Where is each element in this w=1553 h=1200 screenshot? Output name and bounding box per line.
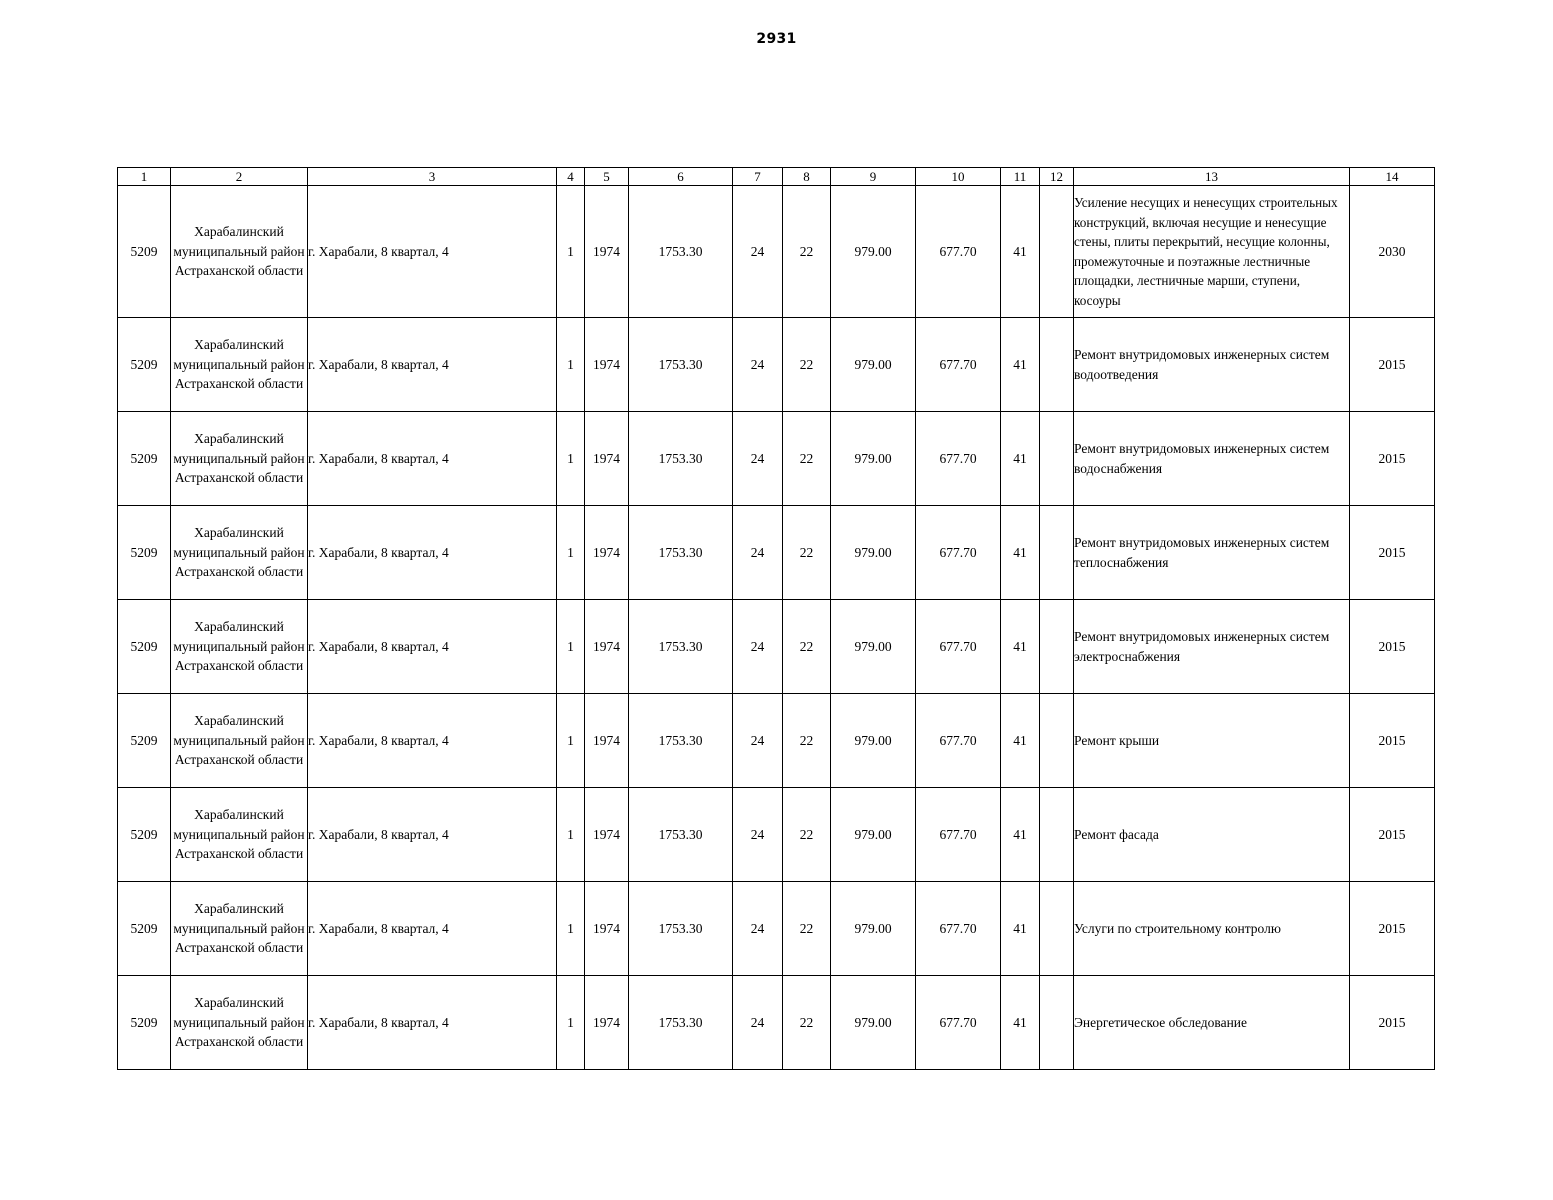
table-row <box>118 788 1435 882</box>
col6-cell: 1753.30 <box>629 412 733 506</box>
building-id: 5209 <box>118 186 171 318</box>
district-cell: Харабалинский муниципальный район Астраханской области <box>171 412 308 506</box>
registry-table <box>117 167 1435 1070</box>
col7-cell: 24 <box>733 600 783 694</box>
district-cell: Харабалинский муниципальный район Астраханской области <box>171 186 308 318</box>
col11-cell: 41 <box>1001 506 1040 600</box>
column-number-6: 6 <box>629 168 733 186</box>
col10-cell: 677.70 <box>916 882 1001 976</box>
column-number-row <box>118 168 1435 186</box>
column-number-2: 2 <box>171 168 308 186</box>
year-built-cell: 1974 <box>585 412 629 506</box>
address-cell: г. Харабали, 8 квартал, 4 <box>308 506 557 600</box>
year-built-cell: 1974 <box>585 318 629 412</box>
col11-cell: 41 <box>1001 694 1040 788</box>
col9-cell: 979.00 <box>831 788 916 882</box>
year-built-cell: 1974 <box>585 976 629 1070</box>
work-type-cell: Ремонт внутридомовых инженерных систем водоснабжения <box>1074 412 1350 506</box>
col7-cell: 24 <box>733 318 783 412</box>
col11-cell: 41 <box>1001 186 1040 318</box>
col11-cell: 41 <box>1001 788 1040 882</box>
column-number-11: 11 <box>1001 168 1040 186</box>
page-number: 2931 <box>756 31 797 47</box>
col8-cell: 22 <box>783 506 831 600</box>
building-id: 5209 <box>118 318 171 412</box>
col9-cell: 979.00 <box>831 882 916 976</box>
col10-cell: 677.70 <box>916 506 1001 600</box>
district-cell: Харабалинский муниципальный район Астраханской области <box>171 600 308 694</box>
col4-cell: 1 <box>557 506 585 600</box>
col7-cell: 24 <box>733 412 783 506</box>
planned-year-cell: 2015 <box>1350 694 1435 788</box>
col12-cell <box>1040 882 1074 976</box>
col12-cell <box>1040 788 1074 882</box>
planned-year-cell: 2015 <box>1350 506 1435 600</box>
col4-cell: 1 <box>557 186 585 318</box>
col4-cell: 1 <box>557 788 585 882</box>
planned-year-cell: 2015 <box>1350 788 1435 882</box>
col7-cell: 24 <box>733 882 783 976</box>
column-number-9: 9 <box>831 168 916 186</box>
column-number-13: 13 <box>1074 168 1350 186</box>
col4-cell: 1 <box>557 600 585 694</box>
district-cell: Харабалинский муниципальный район Астраханской области <box>171 882 308 976</box>
column-number-12: 12 <box>1040 168 1074 186</box>
col7-cell: 24 <box>733 788 783 882</box>
planned-year-cell: 2015 <box>1350 882 1435 976</box>
year-built-cell: 1974 <box>585 694 629 788</box>
col4-cell: 1 <box>557 694 585 788</box>
column-number-14: 14 <box>1350 168 1435 186</box>
col12-cell <box>1040 976 1074 1070</box>
col6-cell: 1753.30 <box>629 600 733 694</box>
address-cell: г. Харабали, 8 квартал, 4 <box>308 186 557 318</box>
col9-cell: 979.00 <box>831 412 916 506</box>
col6-cell: 1753.30 <box>629 186 733 318</box>
col7-cell: 24 <box>733 694 783 788</box>
col9-cell: 979.00 <box>831 976 916 1070</box>
col9-cell: 979.00 <box>831 318 916 412</box>
col8-cell: 22 <box>783 976 831 1070</box>
col8-cell: 22 <box>783 318 831 412</box>
table-body <box>118 186 1435 1070</box>
col7-cell: 24 <box>733 506 783 600</box>
work-type-cell: Энергетическое обследование <box>1074 976 1350 1070</box>
col6-cell: 1753.30 <box>629 318 733 412</box>
col9-cell: 979.00 <box>831 186 916 318</box>
col8-cell: 22 <box>783 694 831 788</box>
column-number-8: 8 <box>783 168 831 186</box>
building-id: 5209 <box>118 412 171 506</box>
table-row <box>118 318 1435 412</box>
col6-cell: 1753.30 <box>629 506 733 600</box>
col8-cell: 22 <box>783 186 831 318</box>
col9-cell: 979.00 <box>831 506 916 600</box>
building-id: 5209 <box>118 600 171 694</box>
col9-cell: 979.00 <box>831 694 916 788</box>
district-cell: Харабалинский муниципальный район Астраханской области <box>171 506 308 600</box>
col11-cell: 41 <box>1001 976 1040 1070</box>
col10-cell: 677.70 <box>916 412 1001 506</box>
col12-cell <box>1040 694 1074 788</box>
building-id: 5209 <box>118 694 171 788</box>
column-number-5: 5 <box>585 168 629 186</box>
col12-cell <box>1040 412 1074 506</box>
district-cell: Харабалинский муниципальный район Астраханской области <box>171 318 308 412</box>
building-id: 5209 <box>118 882 171 976</box>
address-cell: г. Харабали, 8 квартал, 4 <box>308 600 557 694</box>
year-built-cell: 1974 <box>585 882 629 976</box>
col12-cell <box>1040 186 1074 318</box>
col4-cell: 1 <box>557 976 585 1070</box>
col6-cell: 1753.30 <box>629 694 733 788</box>
year-built-cell: 1974 <box>585 506 629 600</box>
column-number-4: 4 <box>557 168 585 186</box>
table-row <box>118 600 1435 694</box>
work-type-cell: Ремонт крыши <box>1074 694 1350 788</box>
work-type-cell: Ремонт внутридомовых инженерных систем водоотведения <box>1074 318 1350 412</box>
column-number-3: 3 <box>308 168 557 186</box>
col6-cell: 1753.30 <box>629 882 733 976</box>
col8-cell: 22 <box>783 788 831 882</box>
planned-year-cell: 2015 <box>1350 412 1435 506</box>
col12-cell <box>1040 506 1074 600</box>
district-cell: Харабалинский муниципальный район Астраханской области <box>171 976 308 1070</box>
col11-cell: 41 <box>1001 882 1040 976</box>
address-cell: г. Харабали, 8 квартал, 4 <box>308 788 557 882</box>
col10-cell: 677.70 <box>916 694 1001 788</box>
year-built-cell: 1974 <box>585 186 629 318</box>
table-row <box>118 412 1435 506</box>
col10-cell: 677.70 <box>916 600 1001 694</box>
col8-cell: 22 <box>783 600 831 694</box>
work-type-cell: Ремонт фасада <box>1074 788 1350 882</box>
col7-cell: 24 <box>733 186 783 318</box>
col11-cell: 41 <box>1001 412 1040 506</box>
col8-cell: 22 <box>783 882 831 976</box>
col4-cell: 1 <box>557 318 585 412</box>
col10-cell: 677.70 <box>916 976 1001 1070</box>
work-type-cell: Ремонт внутридомовых инженерных систем электроснабжения <box>1074 600 1350 694</box>
work-type-cell: Усиление несущих и ненесущих строительных конструкций, включая несущие и ненесущие стены, плиты перекрытий, несущие колонны, промежуточные и поэтажные лестничные площадки, лестничные марши, ступени, косоуры <box>1074 186 1350 318</box>
building-id: 5209 <box>118 976 171 1070</box>
column-number-7: 7 <box>733 168 783 186</box>
col11-cell: 41 <box>1001 318 1040 412</box>
year-built-cell: 1974 <box>585 600 629 694</box>
col12-cell <box>1040 600 1074 694</box>
col10-cell: 677.70 <box>916 186 1001 318</box>
table-row <box>118 976 1435 1070</box>
building-id: 5209 <box>118 506 171 600</box>
district-cell: Харабалинский муниципальный район Астраханской области <box>171 694 308 788</box>
planned-year-cell: 2015 <box>1350 976 1435 1070</box>
col4-cell: 1 <box>557 412 585 506</box>
col6-cell: 1753.30 <box>629 788 733 882</box>
col10-cell: 677.70 <box>916 318 1001 412</box>
table-row <box>118 694 1435 788</box>
column-number-1: 1 <box>118 168 171 186</box>
district-cell: Харабалинский муниципальный район Астраханской области <box>171 788 308 882</box>
col4-cell: 1 <box>557 882 585 976</box>
planned-year-cell: 2030 <box>1350 186 1435 318</box>
address-cell: г. Харабали, 8 квартал, 4 <box>308 412 557 506</box>
address-cell: г. Харабали, 8 квартал, 4 <box>308 318 557 412</box>
address-cell: г. Харабали, 8 квартал, 4 <box>308 882 557 976</box>
planned-year-cell: 2015 <box>1350 600 1435 694</box>
col8-cell: 22 <box>783 412 831 506</box>
planned-year-cell: 2015 <box>1350 318 1435 412</box>
year-built-cell: 1974 <box>585 788 629 882</box>
col10-cell: 677.70 <box>916 788 1001 882</box>
column-number-10: 10 <box>916 168 1001 186</box>
col12-cell <box>1040 318 1074 412</box>
building-id: 5209 <box>118 788 171 882</box>
table-row <box>118 186 1435 318</box>
table-row <box>118 882 1435 976</box>
address-cell: г. Харабали, 8 квартал, 4 <box>308 694 557 788</box>
work-type-cell: Услуги по строительному контролю <box>1074 882 1350 976</box>
work-type-cell: Ремонт внутридомовых инженерных систем теплоснабжения <box>1074 506 1350 600</box>
col11-cell: 41 <box>1001 600 1040 694</box>
col9-cell: 979.00 <box>831 600 916 694</box>
table-row <box>118 506 1435 600</box>
address-cell: г. Харабали, 8 квартал, 4 <box>308 976 557 1070</box>
col7-cell: 24 <box>733 976 783 1070</box>
col6-cell: 1753.30 <box>629 976 733 1070</box>
